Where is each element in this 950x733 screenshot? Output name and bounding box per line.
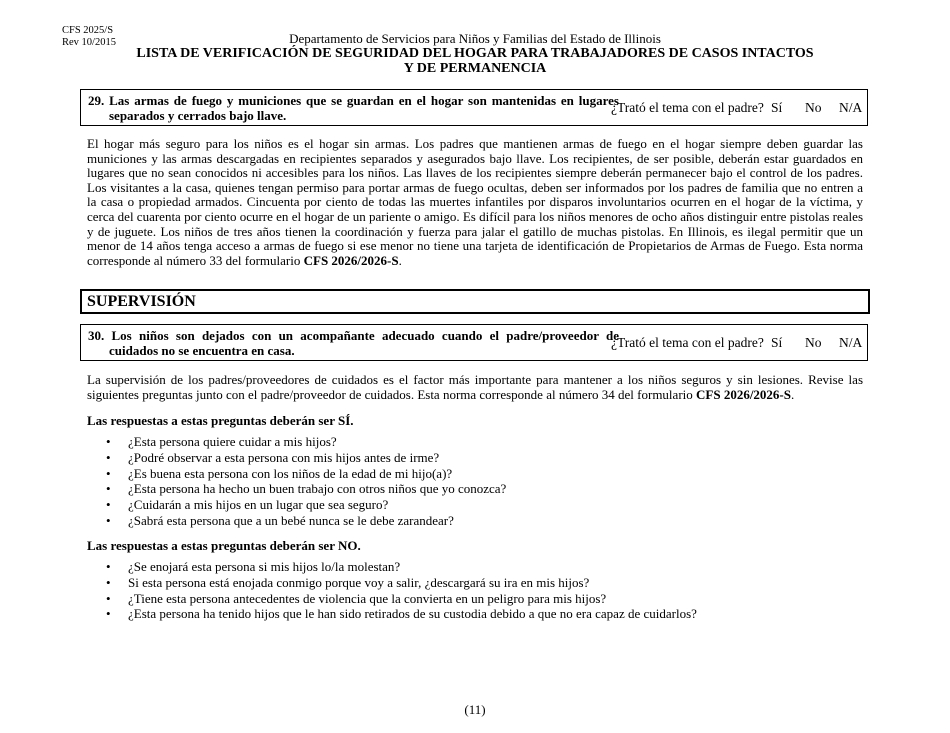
- list-item: [106, 434, 506, 450]
- question-30-no-option[interactable]: No: [805, 334, 822, 350]
- paragraph-firearms-text: El hogar más seguro para los niños es el hogar sin armas. Los padres que mantienen armas de fuego en el hogar siempre deben guardar las municiones y las armas descargadas en recipientes separados y asegurados bajo llave. Los recipientes, de ser posible, deberán estar guardados en lugares que no sean conocidos ni accesibles para los niños. Las llaves de los recipientes siempre deberán permanecer bajo el control de los padres. Los visitantes a la casa, quienes tengan permiso para portar armas de fuego ocultas, deben ser informados por los padres de familia que no entren a la casa o propiedad armados. Cincuenta por ciento de todas las muertes infantiles por disparos involuntarios ocurren en el hogar de la víctima, y cerca del cuarenta por ciento ocurre en el hogar de un pariente o amigo. Es difícil para los niños menores de ocho años distinguir entre pistolas reales y de juguete. Los niños de tres años tienen la coordinación y fuerza para jalar el gatillo de muchas pistolas. En Illinois, es ilegal permitir que un menor de 14 años tenga acceso a armas de fuego si ese menor no tiene una tarjeta de identificación de Propietarios de Armas de Fuego. Esta norma corresponde al número 33 del formulario: [87, 136, 863, 268]
- question-29-box: [80, 89, 868, 126]
- paragraph-supervision: [87, 373, 863, 402]
- list-item-text: ¿Esta persona quiere cuidar a mis hijos?: [128, 434, 337, 449]
- question-29-yes-option[interactable]: Sí: [771, 99, 783, 115]
- bullet-icon: •: [106, 559, 111, 574]
- list-item-text: ¿Podré observar a esta persona con mis hijos antes de irme?: [128, 449, 440, 465]
- bullet-icon: •: [106, 574, 111, 590]
- section-supervision-heading: SUPERVISIÓN: [80, 289, 870, 314]
- list-item: [106, 591, 697, 607]
- paragraph-supervision-form-ref: CFS 2026/2026-S: [696, 386, 791, 402]
- paragraph-firearms-end: .: [398, 252, 402, 268]
- bullet-icon: •: [106, 434, 111, 449]
- paragraph-supervision-text: La supervisión de los padres/proveedores de cuidados es el factor más importante para mantener a los niños seguros y sin lesiones. Revise las siguientes preguntas junto con el padre/proveedor de cuidados. Esta norma corresponde al número 34 del formulario: [87, 372, 863, 402]
- list-item-text: ¿Esta persona ha hecho un buen trabajo con otros niños que yo conozca?: [128, 481, 507, 497]
- list-item: [106, 513, 506, 529]
- question-29-text: Las armas de fuego y municiones que se guardan en el hogar son mantenidas en lugares separados y cerrados bajo llave.: [109, 92, 619, 123]
- bullet-icon: •: [106, 512, 111, 528]
- list-item: [106, 497, 506, 513]
- bullet-icon: •: [106, 465, 111, 481]
- page-header: [80, 31, 870, 76]
- list-item: [106, 481, 506, 497]
- paragraph-supervision-end: .: [791, 386, 795, 402]
- list-item-text: ¿Cuidarán a mis hijos en un lugar que sea seguro?: [128, 497, 389, 513]
- yes-answers-list: [106, 434, 506, 529]
- paragraph-firearms: [87, 137, 863, 268]
- bullet-icon: •: [106, 606, 111, 622]
- department-name: Departamento de Servicios para Niños y Familias del Estado de Illinois: [289, 31, 661, 46]
- question-29-na-option[interactable]: N/A: [839, 99, 863, 115]
- question-29-number: 29.: [88, 92, 105, 108]
- question-30-na-option[interactable]: N/A: [839, 334, 863, 350]
- yes-answers-heading: Las respuestas a estas preguntas deberán ser SÍ.: [87, 413, 354, 428]
- list-item-text: Si esta persona está enojada conmigo porque voy a salir, ¿descargará su ira en mis hijos?: [128, 574, 590, 590]
- bullet-icon: •: [106, 497, 111, 513]
- bullet-icon: •: [106, 481, 111, 497]
- bullet-icon: •: [106, 590, 111, 606]
- list-item-text: ¿Esta persona ha tenido hijos que le han sido retirados de su custodia debido a que no era capaz de cuidarlos?: [128, 606, 697, 622]
- list-item: [106, 466, 506, 482]
- question-30-yes-option[interactable]: Sí: [771, 334, 783, 350]
- list-item-text: ¿Sabrá esta persona que a un bebé nunca se le debe zarandear?: [128, 512, 454, 528]
- form-revision: Rev 10/2015: [62, 37, 116, 48]
- question-30-text: Los niños son dejados con un acompañante adecuado cuando el padre/proveedor de cuidados no se encuentra en casa.: [109, 327, 620, 358]
- question-29-text-block: [88, 92, 619, 123]
- list-item: [106, 559, 697, 575]
- list-item-text: ¿Tiene esta persona antecedentes de violencia que la convierta en un peligro para mis hijos?: [128, 590, 607, 606]
- question-30-ask: ¿Trató el tema con el padre?: [611, 334, 764, 350]
- no-answers-heading: Las respuestas a estas preguntas deberán ser NO.: [87, 538, 361, 553]
- list-item-text: ¿Es buena esta persona con los niños de la edad de mi hijo(a)?: [128, 465, 453, 481]
- question-29-ask: ¿Trató el tema con el padre?: [611, 99, 764, 115]
- page-number: (11): [464, 702, 486, 717]
- list-item: [106, 450, 506, 466]
- no-answers-list: [106, 559, 697, 622]
- list-item: [106, 575, 697, 591]
- paragraph-firearms-form-ref: CFS 2026/2026-S: [303, 252, 399, 268]
- form-number: CFS 2025/S: [62, 25, 114, 36]
- list-item: [106, 606, 697, 622]
- bullet-icon: •: [106, 449, 111, 465]
- document-title-line1: LISTA DE VERIFICACIÓN DE SEGURIDAD DEL HOGAR PARA TRABAJADORES DE CASOS INTACTOS: [136, 46, 814, 61]
- question-30-text-block: [88, 327, 620, 358]
- question-30-box: [80, 324, 868, 361]
- question-29-no-option[interactable]: No: [805, 99, 822, 115]
- question-30-number: 30.: [88, 327, 105, 343]
- document-title-line2: Y DE PERMANENCIA: [403, 61, 547, 76]
- list-item-text: ¿Se enojará esta persona si mis hijos lo/la molestan?: [128, 559, 401, 574]
